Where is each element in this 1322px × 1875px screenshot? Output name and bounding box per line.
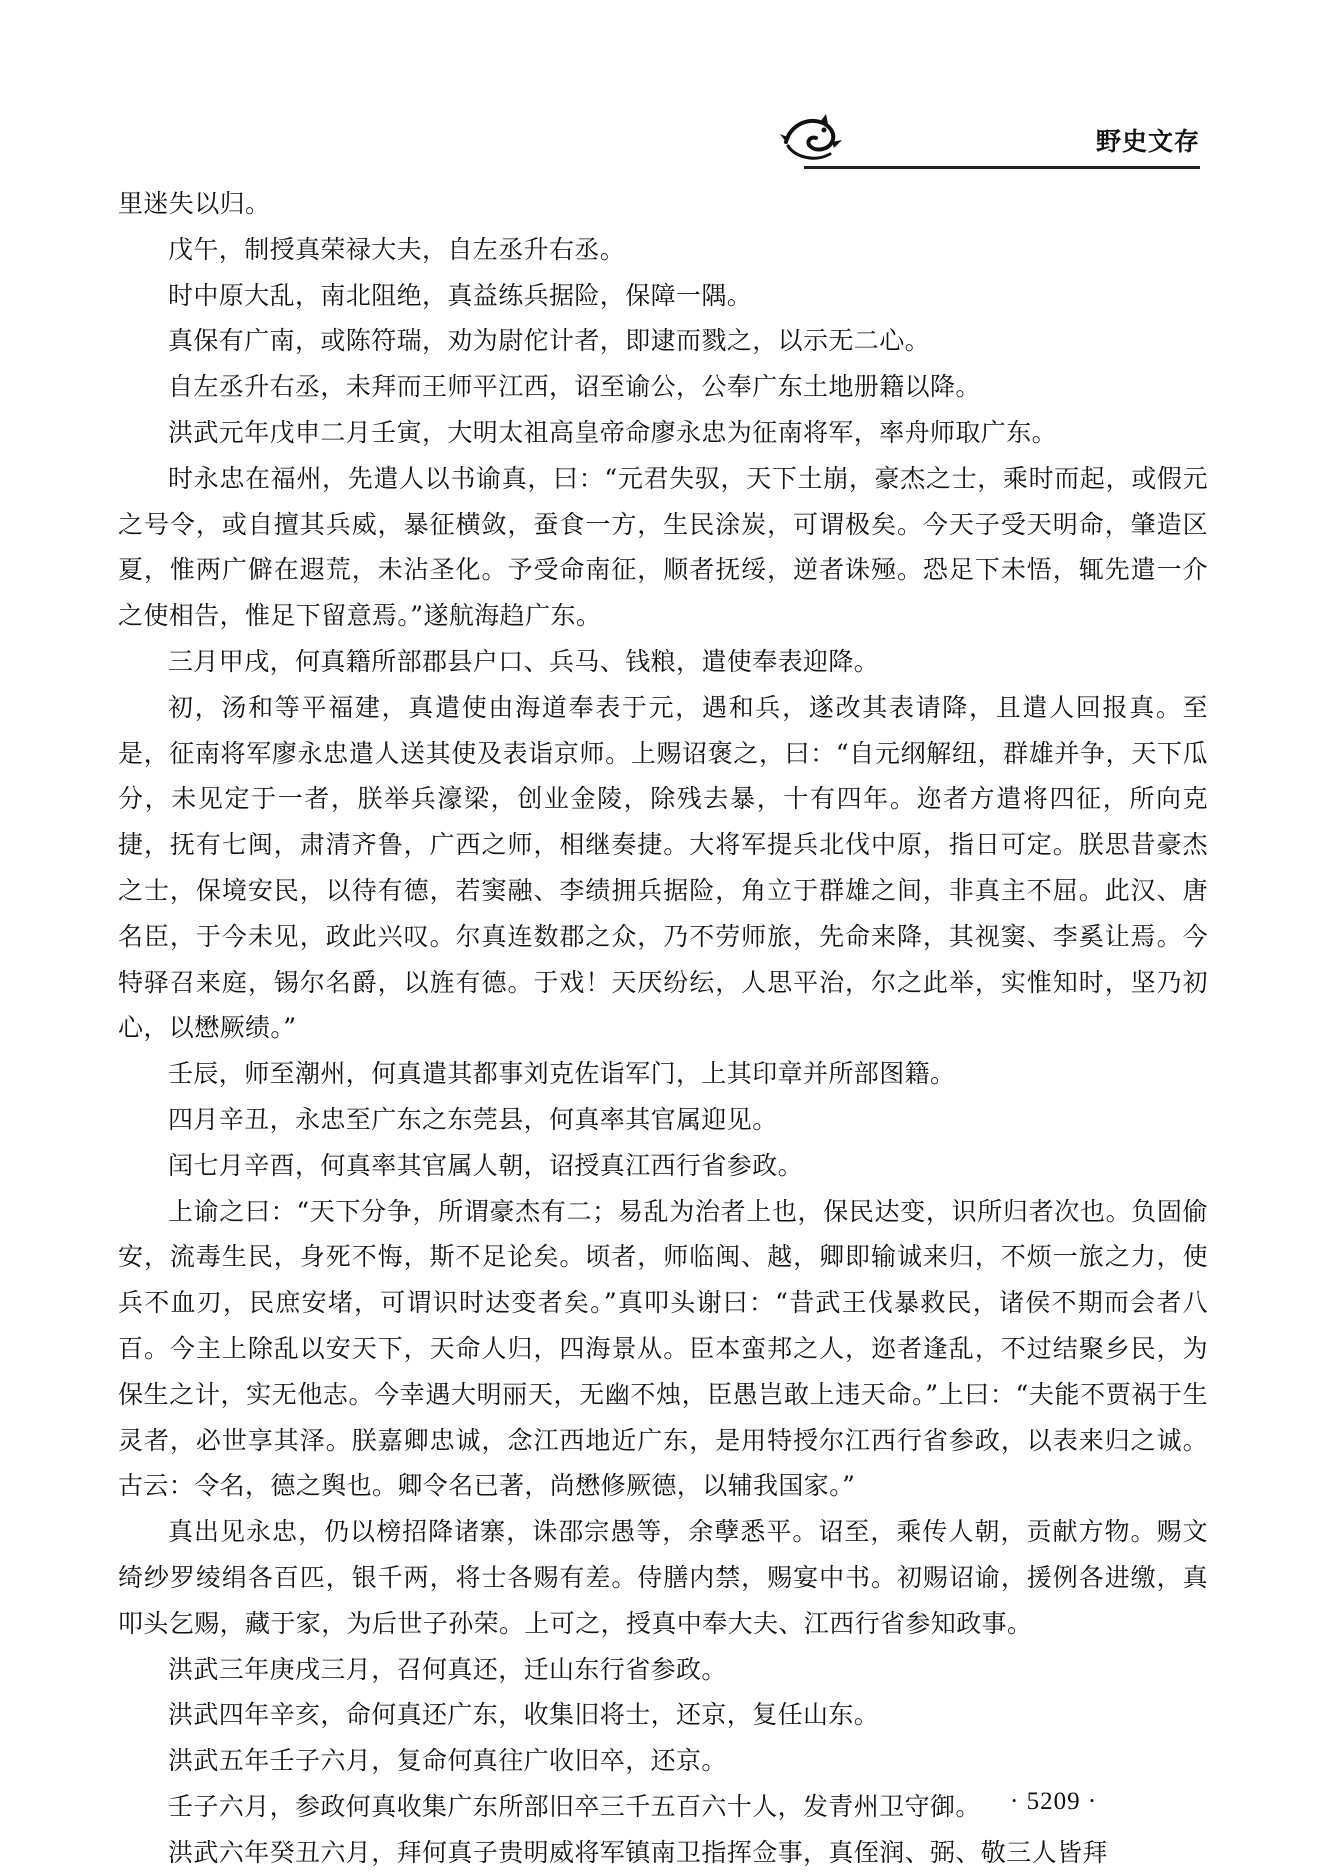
paragraph: 初，汤和等平福建，真遣使由海道奉表于元，遇和兵，遂改其表请降，且遣人回报真。至是，征南将军廖永忠遣人送其使及表诣京师。上赐诏褒之，曰：“自元纲解纽，群雄并争，天下瓜分，未见定于一者，朕举兵濠梁，创业金陵，除残去暴，十有四年。迩者方遣将四征，所向克捷，抚有七闽，肃清齐鲁，广西之师，相继奏捷。大将军提兵北伐中原，指日可定。朕思昔豪杰之士，保境安民，以待有德，若窦融、李绩拥兵据险，角立于群雄之间，非真主不屈。此汉、唐名臣，于今未见，政此兴叹。尔真连数郡之众，乃不劳师旅，先命来降，其视窦、李奚让焉。今特驿召来庭，锡尔名爵，以旌有德。于戏！天厌纷纭，人思平治，尔之此举，实惟知时，坚乃初心，以懋厥绩。”	[118, 692, 1208, 1043]
book-series-title: 野史文存	[1095, 127, 1200, 156]
paragraph: 真出见永忠，仍以榜招降诸寨，诛邵宗愚等，余孽悉平。诏至，乘传人朝，贡献方物。赐文绮纱罗绫绢各百匹，银千两，将士各赐有差。侍膳内禁，赐宴中书。初赐诏谕，援例各进缴，真叩头乞赐，藏于家，为后世子孙荣。上可之，授真中奉大夫、江西行省参知政事。	[118, 1517, 1208, 1638]
dragon-emblem-icon	[780, 112, 844, 164]
header-rule	[804, 166, 1200, 169]
paragraph: 真保有广南，或陈符瑞，劝为尉佗计者，即逮而戮之，以示无二心。	[168, 326, 931, 356]
paragraph: 三月甲戌，何真籍所部郡县户口、兵马、钱粮，遣使奉表迎降。	[168, 646, 880, 676]
paragraph: 里迷失以归。	[118, 189, 271, 218]
paragraph: 四月辛丑，永忠至广东之东莞县，何真率其官属迎见。	[168, 1104, 778, 1134]
paragraph: 上谕之曰：“天下分争，所谓豪杰有二；易乱为治者上也，保民达变，识所归者次也。负固偷安，流毒生民，身死不悔，斯不足论矣。顷者，师临闽、越，卿即输诚来归，不烦一旅之力，使兵不血刃，民庶安堵，可谓识时达变者矣。”真叩头谢曰：“昔武王伐暴救民，诸侯不期而会者八百。今主上除乱以安天下，天命人归，四海景从。臣本蛮邦之人，迩者逢乱，不过结聚乡民，为保生之计，实无他志。今幸遇大明丽天，无幽不烛，臣愚岂敢上违天命。”上曰：“夫能不贾祸于生灵者，必世享其泽。朕嘉卿忠诚，念江西地近广东，是用特授尔江西行省参政，以表来归之诚。古云：令名，德之舆也。卿令名已著，尚懋修厥德，以辅我国家。”	[118, 1196, 1208, 1501]
paragraph: 洪武六年癸丑六月，拜何真子贵明威将军镇南卫指挥佥事，真侄润、弼、敬三人皆拜	[168, 1837, 1108, 1867]
paragraph: 洪武五年壬子六月，复命何真往广收旧卒，还京。	[168, 1746, 727, 1776]
running-header	[780, 112, 1200, 170]
page-body	[118, 181, 1208, 1875]
paragraph: 洪武三年庚戌三月，召何真还，迁山东行省参政。	[168, 1654, 727, 1684]
paragraph: 自左丞升右丞，未拜而王师平江西，诏至谕公，公奉广东土地册籍以降。	[168, 372, 981, 402]
paragraph: 洪武元年戊申二月壬寅，大明太祖高皇帝命廖永忠为征南将军，率舟师取广东。	[168, 417, 1058, 447]
paragraph: 洪武四年辛亥，命何真还广东，收集旧将士，还京，复任山东。	[168, 1700, 880, 1730]
paragraph: 闰七月辛酉，何真率其官属人朝，诏授真江西行省参政。	[168, 1150, 804, 1180]
paragraph: 戊午，制授真荣禄大夫，自左丞升右丞。	[168, 234, 626, 264]
paragraph: 时中原大乱，南北阻绝，真益练兵据险，保障一隅。	[168, 280, 753, 310]
paragraph: 壬辰，师至潮州，何真遣其都事刘克佐诣军门，上其印章并所部图籍。	[168, 1059, 956, 1089]
page-number: · 5209 ·	[1010, 1788, 1098, 1815]
paragraph: 时永忠在福州，先遣人以书谕真，曰：“元君失驭，天下土崩，豪杰之士，乘时而起，或假元之号令，或自擅其兵威，暴征横敛，蚕食一方，生民涂炭，可谓极矣。今天子受天明命，肇造区夏，惟两广僻在遐荒，未沾圣化。予受命南征，顺者抚绥，逆者诛殛。恐足下未悟，辄先遣一介之使相告，惟足下留意焉。”遂航海趋广东。	[118, 463, 1208, 631]
paragraph: 壬子六月，参政何真收集广东所部旧卒三千五百六十人，发青州卫守御。	[168, 1791, 981, 1821]
